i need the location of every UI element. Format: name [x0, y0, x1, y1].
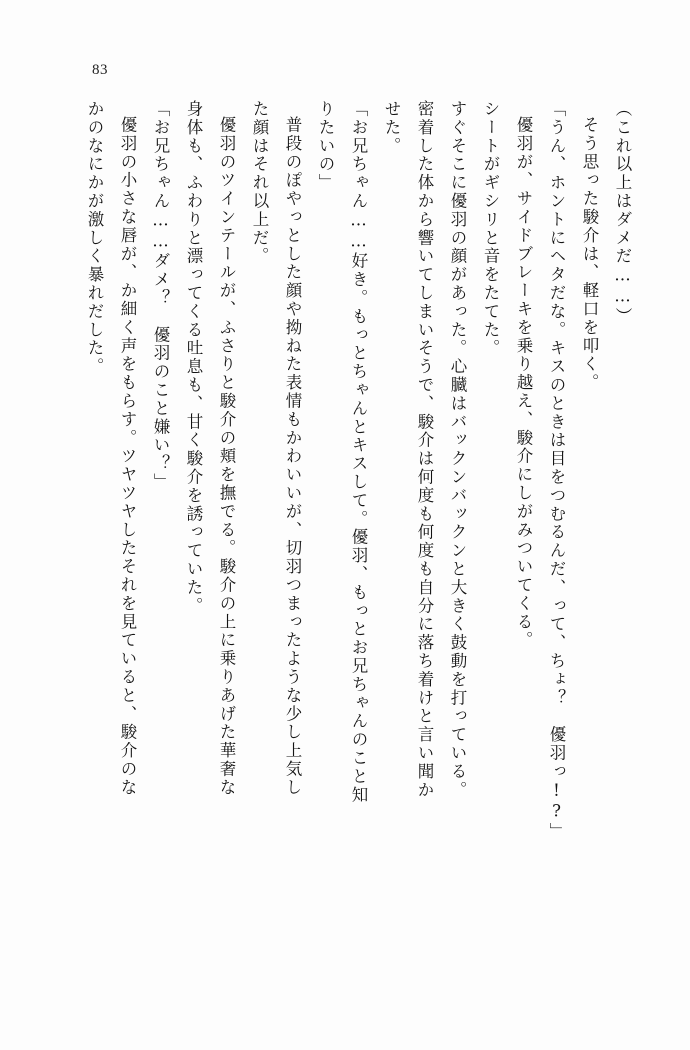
text-column: かのなにかが激しく暴れだした。 [85, 100, 104, 376]
text-column: た顔はそれ以上だ。 [250, 100, 269, 266]
text-column: シートがギシリと音をたてた。 [481, 100, 500, 358]
text-column: 優羽のツインテールが、ふさりと駿介の頬を撫でる。駿介の上に乗りあげた華奢な [217, 116, 236, 797]
text-column: すぐそこに優羽の顔があった。心臓はバックンバックンと大きく鼓動を打っている。 [448, 100, 467, 800]
text-column: 「うん、ホントにヘタだな。キスのときは目をつむるんだ、って、ちょ？ 優羽っ!?」 [547, 100, 566, 841]
text-column: 優羽が、サイドブレーキを乗り越え、駿介にしがみついてくる。 [514, 116, 533, 650]
text-column: りたいの」 [316, 100, 335, 192]
text-column: 優羽の小さな唇が、か細く声をもらす。ツヤツヤしたそれを見ていると、駿介のな [118, 116, 137, 797]
vertical-text-body [62, 100, 630, 960]
text-column: 「お兄ちゃん……好き。もっとちゃんとキスして。優羽、もっとお兄ちゃんのこと知 [349, 100, 368, 805]
text-column: 普段のぽやっとした顔や拗ねた表情もかわいいが、切羽つまったような少し上気し [283, 116, 302, 797]
text-column: （これ以上はダメだ……） [613, 100, 632, 326]
text-column: そう思った駿介は、軽口を叩く。 [580, 116, 599, 392]
text-column: 密着した体から響いてしまいそうで、駿介は何度も何度も自分に落ち着けと言い聞か [415, 100, 434, 800]
text-column: 「お兄ちゃん……ダメ？ 優羽のこと嫌い？」 [151, 100, 170, 492]
page-number: 83 [92, 62, 108, 78]
text-column: 身体も、ふわりと漂ってくる吐息も、甘く駿介を誘っていた。 [184, 100, 203, 616]
text-column: せた。 [382, 100, 401, 156]
